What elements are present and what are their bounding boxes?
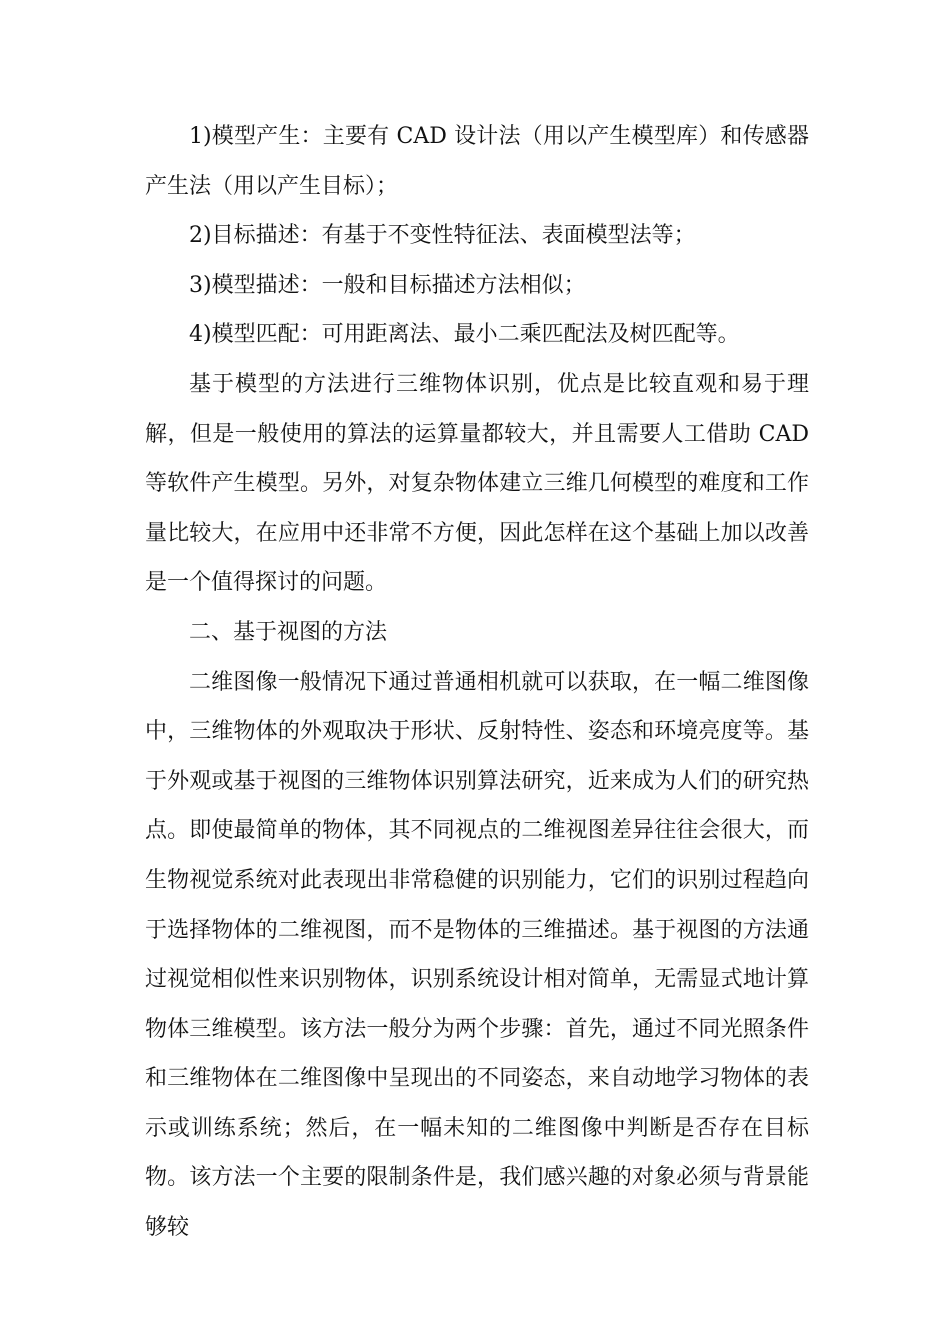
- paragraph-view-based: 二维图像一般情况下通过普通相机就可以获取，在一幅二维图像中，三维物体的外观取决于形状、反射特性、姿态和环境亮度等。基于外观或基于视图的三维物体识别算法研究，近来成为人们的研究热点。即使最简单的物体，其不同视点的二维视图差异往往会很大，而生物视觉系统对此表现出非常稳健的识别能力，它们的识别过程趋向于选择物体的二维视图，而不是物体的三维描述。基于视图的方法通过视觉相似性来识别物体，识别系统设计相对简单，无需显式地计算物体三维模型。该方法一般分为两个步骤：首先，通过不同光照条件和三维物体在二维图像中呈现出的不同姿态，来自动地学习物体的表示或训练系统；然后，在一幅未知的二维图像中判断是否存在目标物。该方法一个主要的限制条件是，我们感兴趣的对象必须与背景能够较: [145, 669, 809, 1241]
- document-body: [145, 112, 809, 1253]
- list-item-model-matching: 4)模型匹配：可用距离法、最小二乘匹配法及树匹配等。: [189, 322, 740, 348]
- paragraph-model-based: 基于模型的方法进行三维物体识别，优点是比较直观和易于理解，但是一般使用的算法的运算量都较大，并且需要人工借助 CAD 等软件产生模型。另外，对复杂物体建立三维几何模型的难度和工作量比较大，在应用中还非常不方便，因此怎样在这个基础上加以改善是一个值得探讨的问题。: [145, 371, 809, 596]
- section-heading: 二、基于视图的方法: [189, 619, 388, 645]
- list-item-model-generation: 1)模型产生：主要有 CAD 设计法（用以产生模型库）和传感器产生法（用以产生目标）；: [145, 124, 809, 199]
- list-item-model-description: 3)模型描述：一般和目标描述方法相似；: [189, 272, 586, 298]
- list-item-target-description: 2)目标描述：有基于不变性特征法、表面模型法等；: [189, 223, 696, 249]
